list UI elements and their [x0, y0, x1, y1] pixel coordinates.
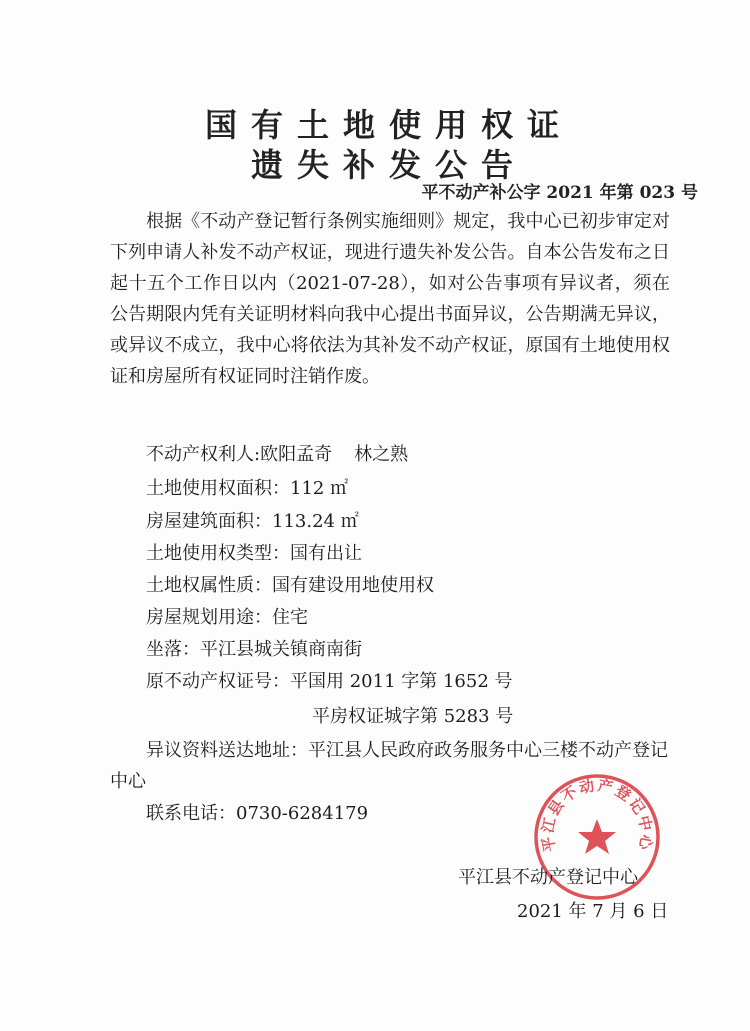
- field-orig-cert-no-2: 平房权证城字第 5283 号: [312, 706, 514, 727]
- objection-address: 异议资料送达地址：平江县人民政府政务服务中心三楼不动产登记中心: [110, 740, 668, 792]
- title-line-1: 国有土地使用权证: [204, 106, 573, 144]
- owner-label: 不动产权利人:: [146, 444, 261, 465]
- field-land-area: 土地使用权面积：112 ㎡: [146, 478, 349, 499]
- field-land-use-type: 土地使用权类型：国有出让: [146, 543, 362, 564]
- field-orig-cert-no: 原不动产权证号：平国用 2011 字第 1652 号: [146, 671, 513, 692]
- owner-name-2: 林之熟: [354, 444, 409, 465]
- field-building-area: 房屋建筑面积：113.24 ㎡: [146, 511, 359, 532]
- signature-org: 平江县不动产登记中心: [458, 867, 638, 888]
- contact-phone: 联系电话：0730-6284179: [146, 803, 369, 824]
- seal-star-icon: [578, 819, 616, 854]
- signature-date: 2021 年 7 月 6 日: [517, 901, 669, 922]
- field-location: 坐落：平江县城关镇商南街: [146, 639, 362, 660]
- owner-name-1: 欧阳孟奇: [260, 444, 333, 465]
- document-number: 平不动产补公字 2021 年第 023 号: [421, 183, 698, 203]
- field-house-plan-use: 房屋规划用途：住宅: [146, 607, 308, 628]
- notice-body: 根据《不动产登记暂行条例实施细则》规定，我中心已初步审定对下列申请人补发不动产权证，现进行遗失补发公告。自本公告发布之日起十五个工作日以内（2021-07-28），如对公告事项有异议者，须在公告期限内凭有关证明材料向我中心提出书面异议，公告期满无异议，或异议不成立，我中心将依法为其补发不动产权证，原国有土地使用权证和房屋所有权证同时注销作废。: [110, 211, 670, 387]
- seal-text: 平江县不动产登记中心: [538, 776, 656, 854]
- title-line-2: 遗失补发公告: [250, 146, 527, 184]
- field-owner: [146, 440, 408, 466]
- field-land-right-nature: 土地权属性质：国有建设用地使用权: [146, 575, 434, 596]
